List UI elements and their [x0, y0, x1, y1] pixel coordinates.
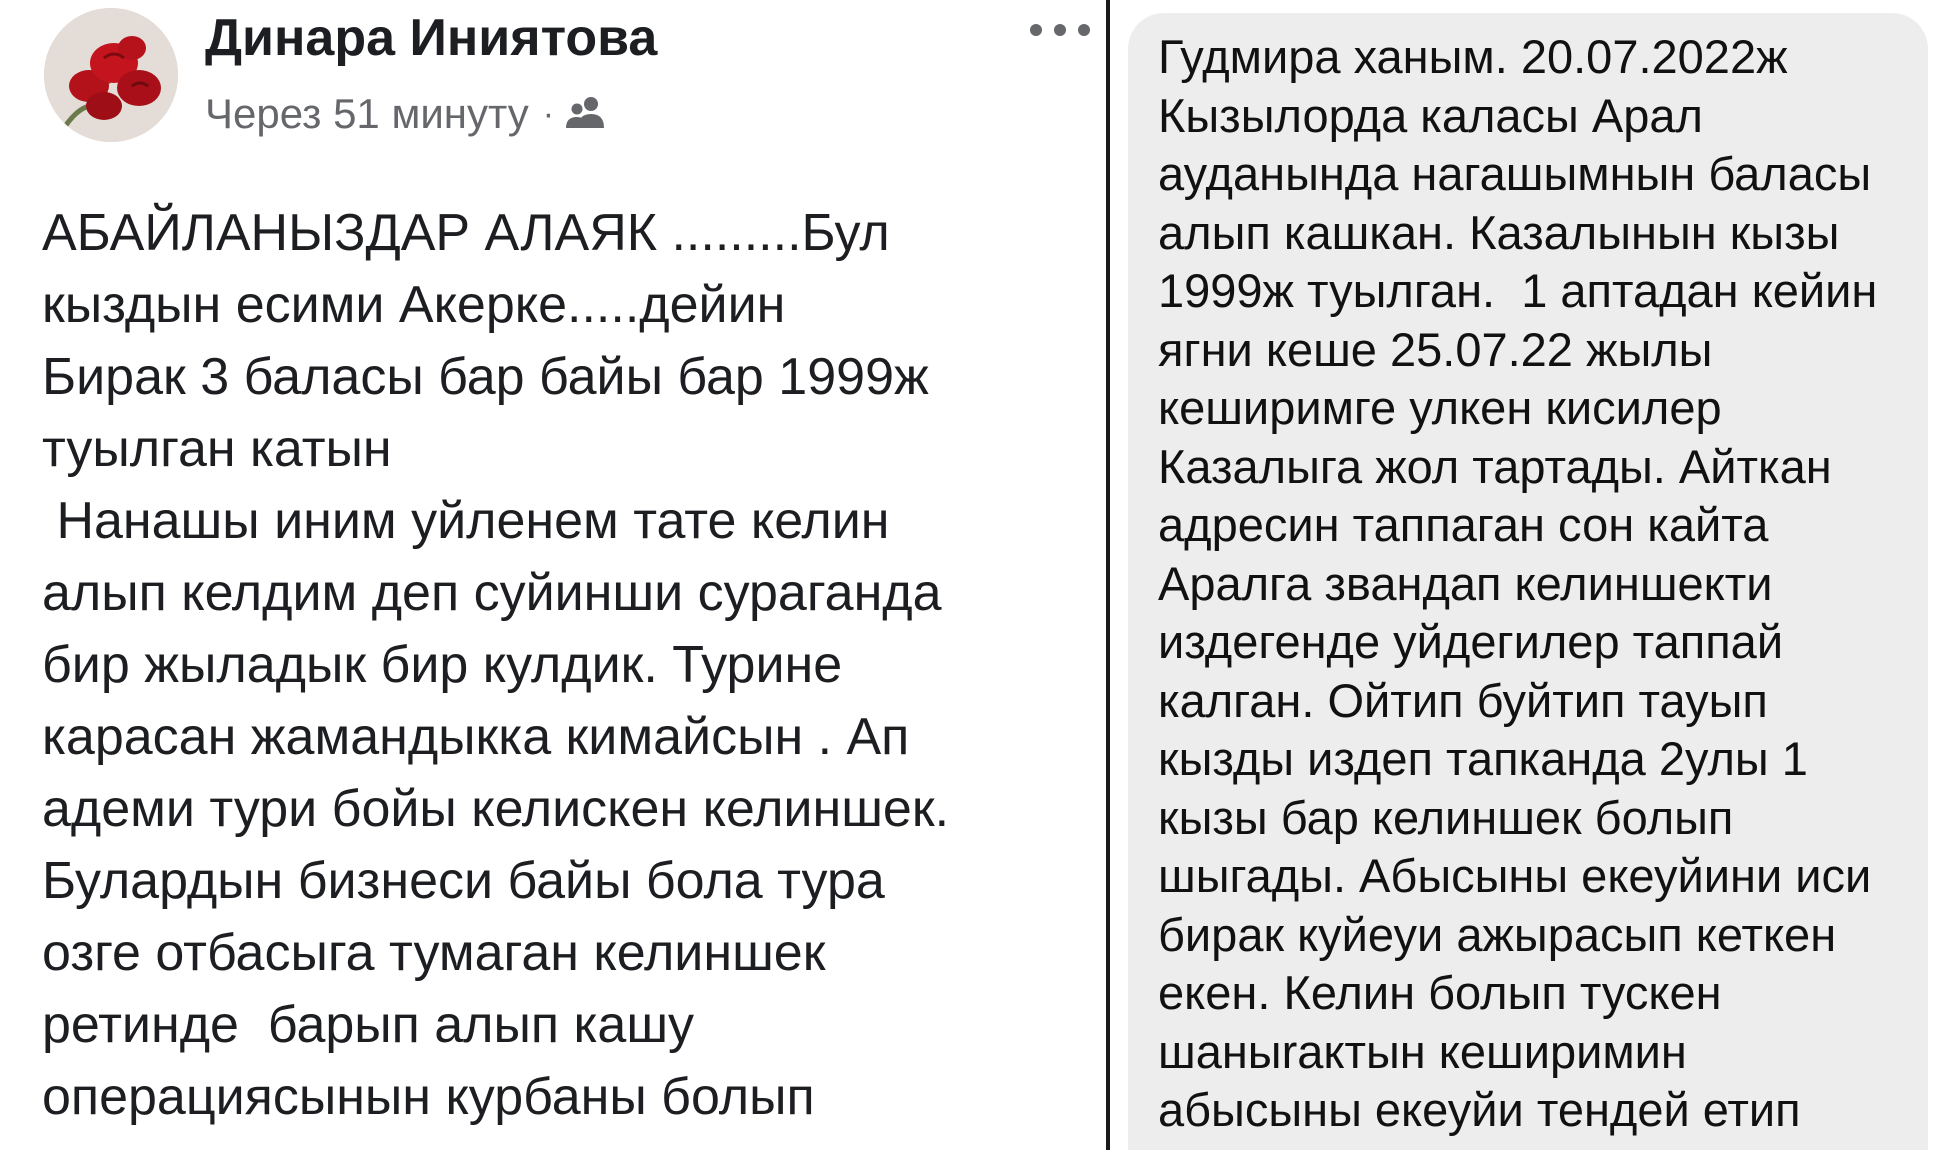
- message-line: Гудмира ханым. 20.07.2022ж: [1158, 30, 1788, 83]
- message-line: кызды издеп тапканда 2улы 1: [1158, 732, 1808, 785]
- post-author-name[interactable]: Динара Иниятова: [205, 9, 658, 67]
- post-line: бир жыладык бир кулдик. Турине: [42, 636, 843, 694]
- message-line: бирак куйеуи ажырасып кеткен: [1158, 907, 1837, 961]
- post-body-text: [42, 197, 1102, 1133]
- post-line: Бирак 3 баласы бар байы бар 1999ж: [42, 348, 929, 406]
- message-line: екен. Келин болып тускен: [1158, 966, 1722, 1019]
- rose-photo-icon: [44, 8, 178, 142]
- message-line: Казалыга жол тартады. Айткан: [1158, 439, 1832, 493]
- message-line: шыгады. Абысыны екеуйини иси: [1158, 849, 1872, 902]
- message-line: шаныraктын кеширимин: [1158, 1024, 1687, 1078]
- post-line: Нанашы иним уйленем тате келин: [42, 492, 890, 550]
- post-line: кыздын есими Акерке.....дейин: [42, 276, 786, 334]
- message-line: 1999ж туылган. 1 аптадан кейин: [1158, 264, 1878, 317]
- avatar[interactable]: [44, 8, 178, 142]
- message-line: ауданында нагашымнын баласы: [1158, 147, 1872, 200]
- message-line: кызы бар келиншек болып: [1158, 790, 1734, 844]
- message-line: адресин таппаган сон кайта: [1158, 498, 1769, 551]
- post-line: озге отбасыга тумаган келиншек: [42, 924, 826, 982]
- post-line: операциясынын курбаны болып: [42, 1068, 815, 1126]
- post-line: АБАЙЛАНЫЗДАР АЛАЯК .........Бул: [42, 204, 890, 262]
- message-line: абысыны екеуйи тендей етип: [1158, 1083, 1801, 1136]
- post-line: адеми тури бойы келискен келиншек.: [42, 780, 950, 838]
- more-dot-icon: [1054, 24, 1066, 36]
- post-line: Булардын бизнеси байы бола тура: [42, 852, 885, 910]
- post-line: карасан жамандыкка кимайсын . Ап: [42, 708, 910, 766]
- post-line: туылган катын: [42, 420, 392, 478]
- message-line: издегенде уйдегилер таппай: [1158, 615, 1784, 668]
- message-text: [1158, 28, 1928, 1140]
- message-line: алып кашкан. Казалынын кызы: [1158, 205, 1840, 259]
- friends-icon[interactable]: [564, 94, 610, 134]
- message-screenshot: [1110, 0, 1939, 1150]
- message-line: ягни кеше 25.07.22 жылы: [1158, 322, 1713, 376]
- message-line: Аралга звандап келиншекти: [1158, 556, 1773, 610]
- message-line: Кызылорда каласы Арал: [1158, 88, 1703, 142]
- post-meta: [205, 90, 610, 138]
- meta-separator: ·: [542, 94, 555, 133]
- post-line: ретинде барып алып кашу: [42, 996, 695, 1054]
- message-line: калган. Ойтип буйтип тауып: [1158, 673, 1768, 727]
- post-time[interactable]: Через 51 минуту: [205, 90, 529, 137]
- more-dot-icon: [1078, 24, 1090, 36]
- more-dot-icon: [1030, 24, 1042, 36]
- more-options-button[interactable]: [1030, 10, 1090, 50]
- post-line: алып келдим деп суйинши сураганда: [42, 564, 942, 622]
- message-line: кеширимге улкен кисилер: [1158, 381, 1722, 434]
